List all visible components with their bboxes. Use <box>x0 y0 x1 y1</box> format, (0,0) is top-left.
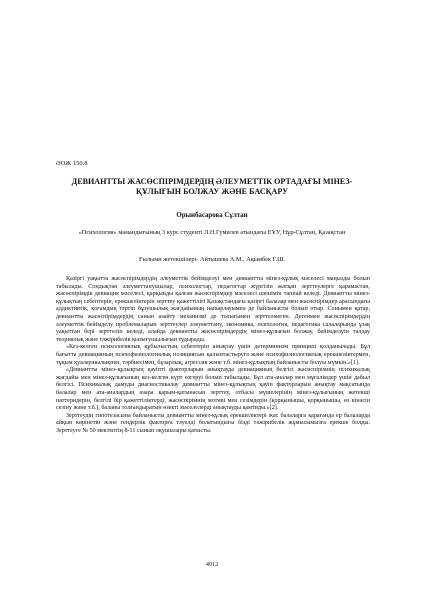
author-name: Орынбасарова Сұлтан <box>176 212 248 219</box>
udk-code: ӘОЖ 150.8 <box>56 160 88 167</box>
body-paragraph: «Кез-келген психологиялық құбылыстың себептерін анықтау үшін детерминизм принципі қолданылады. Бұл бағытта девиацияның психофизиологиялық позициясын қалыптастыруға және психофизиологиялық ерекшеліктермен, тұқым қуалаушылықпен, тәрбиесімен, бұзарлық, агрессия және т.б. мінез-құлықтың байланысты болуы мүмкін.»[1]. <box>56 344 370 366</box>
paper-title: ДЕВИАНТТЫ ЖАСӨСПІРІМДЕРДІҢ ӘЛЕУМЕТТІК ОРТАДАҒЫ МІНЕЗ-ҚҰЛЫҒЫН БОЛЖАУ ЖӘНЕ БАСҚАРУ <box>71 177 353 197</box>
paper-body <box>56 276 370 435</box>
scientific-advisors: Ғылыми жетекшілері- Айтышева А.М., Ақымбек Г.Ш. <box>139 256 285 263</box>
author-affiliation: «Психология» мамандығының 3 курс студенті Л.Н.Гумилев атындағы ЕҰУ, Нұр-Сұлтан, Қазақстан <box>78 229 346 236</box>
page-number: 4912 <box>205 561 219 568</box>
body-paragraph: Зерттеудің гипотезасына байланысты девиантты мінез-құлық ерекшеліктері жас балаларға қарағанда ер балаларда айқын көрінетін және гендерлік факторға тәуелді болатындығы бізді тәжірибелік жұмысымызға ерекше болды. Зерттеуге № 50 мектептің 8-11 сынып оқушылары қатысты. <box>56 412 370 434</box>
body-paragraph: Қазіргі уақытта жасөспірімдердің әлеуметтік бейімделуі мен девиантты мінез-құлық мәселесі маңызды болып табылады. Сондықтан әлеуметтанушылар, психологтар, педагогтар жүргізіп жатқан зерттеулерге қарамастан, жасөспірімдік девиация мәселесі, қарқынды қалған жасөспірімдер мәселесі шешімін таппай келеді. Девиантты мінез-құлықтың себептерін, ерекшеліктерін зерттеу қажеттілігі Қазақстандағы қазіргі балалар мен жасөспірімдер арасындағы аддиктивтік, қоғамдық тәртіп бұзушылық жағдайының нашарлауымен де байланысты болып отыр. Сонымен қатар, девиантты жасөспірімдердің санын азайту механизмі де толығымен зерттелмеген. Дегенмен жасөспірімдердің әлеуметтік бейімделу проблемаларын зерттеулер әлеуметтану, экономика, психология, педагогика салаларында ұзақ уақыттан бері зерттеліп келеді, алайда девиантты жасөспірімдердің мінез-құлығын болжау, бейімделуін талдау теориялық және тәжірибелік қызығушылығын тудырады. <box>56 276 370 343</box>
body-paragraph: «Девиантты мінез-құлықтың қауіпті факторларын анықтауда девиацияның белгісі жасөспірімнің психикалық жағдайы мен мінез-құлығының кез-келген күрт өзгеруі болып табылады. Бұл ата-аналар мен мұғалімдер үшін дабыл белгісі. Психикалық дамуды диагностикалау девиантты мінез-құлықтың қауіп факторларын анықтау мақсатында балалар мен ата-аналардың өзара қарым-қатынасын зерттеу, отбасы мүшелерінің мінез-құлығының жетекші паттерндерін, белгілі бір қажеттіліктерді, жасөспірімнің мотиві мен сезімдерін (қорқынышы, қорқынышы, өз кінәсін сезіну және т.б.), баланы толғандыратын өзекті мәселелерді анықтауды қамтиды.»[2]. <box>56 367 370 412</box>
